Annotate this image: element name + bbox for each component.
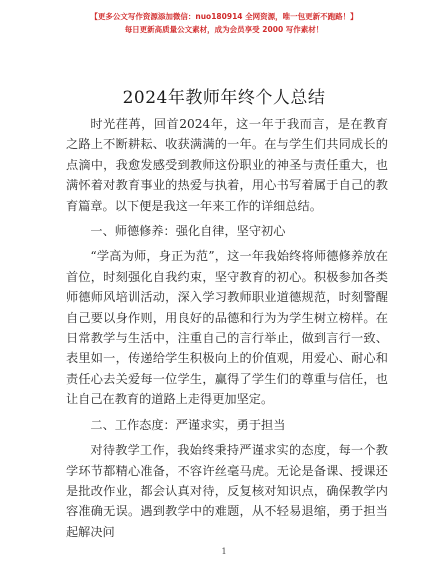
document-title: 2024年教师年终个人总结	[122, 88, 326, 108]
promo-banner-line-2: 每日更新高质量公文素材，成为会员享受 2000 写作素材！	[124, 25, 324, 34]
intro-paragraph: 时光荏苒，回首2024年，这一年于我而言，是在教育之路上不断耕耘、收获满满的一年。在与学生们共同成长的点滴中，我愈发感受到教师这份职业的神圣与责任重大，也满怀着对教育事业的热爱与执着，用心书写着属于自己的教育篇章。以下便是我这一年来工作的详细总结。	[66, 117, 388, 213]
section-paragraph-1: “学高为师，身正为范”，这一年我始终将师德修养放在首位，时刻强化自我约束，坚守教育的初心。积极参加各类师德师风培训活动，深入学习教师职业道德规范，时刻警醒自己要以身作则，用良好的品德和行为为学生树立榜样。在日常教学与生活中，注重自己的言行举止，做到言行一致、表里如一，传递给学生积极向上的价值观，用爱心、耐心和责任心去关爱每一位学生，赢得了学生们的尊重与信任，也让自己在教育的道路上走得更加坚定。	[66, 249, 388, 407]
promo-banner-line-1: 【更多公文写作资源添加微信：nuo180914 全网资源，唯一包更新不跑路！】	[90, 12, 358, 21]
section-paragraph-2: 对待教学工作，我始终秉持严谨求实的态度，每一个教学环节都精心准备，不容许丝毫马虎。无论是备课、授课还是批改作业，都会认真对待，反复核对知识点，确保教学内容准确无误。遇到教学中的难题，从不轻易退缩，勇于担当起解决问	[66, 443, 388, 539]
page-number: 1	[221, 547, 227, 556]
section-heading-1: 一、师德修养：强化自律，坚守初心	[90, 224, 286, 239]
document-body	[66, 114, 388, 542]
section-heading-2: 二、工作态度：严谨求实，勇于担当	[90, 417, 286, 432]
